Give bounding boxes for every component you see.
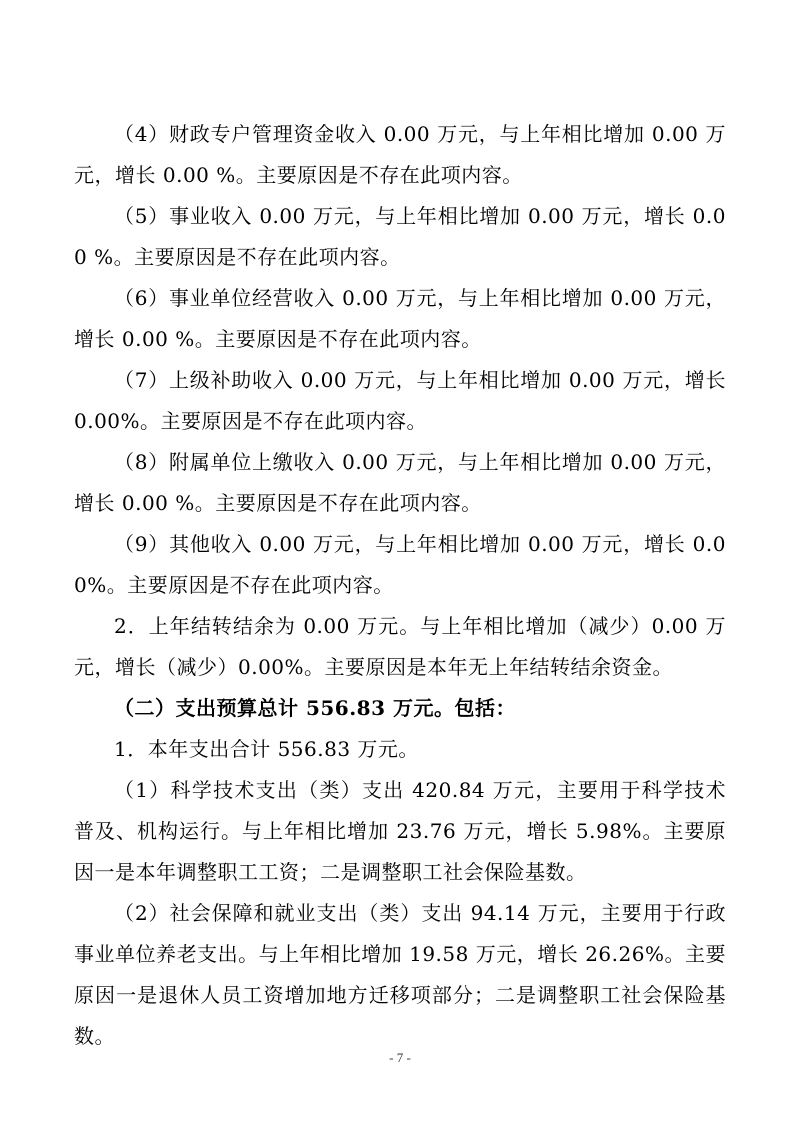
- paragraph-expenditure-total: 1．本年支出合计 556.83 万元。: [114, 737, 419, 761]
- paragraph-item-4: （4）财政专户管理资金收入 0.00 万元，与上年相比增加 0.00 万元，增长 0.00 %。主要原因是不存在此项内容。: [74, 122, 726, 187]
- page-number: - 7 -: [389, 1050, 411, 1065]
- paragraph-science-expenditure: （1）科学技术支出（类）支出 420.84 万元，主要用于科学技术普及、机构运行。与上年相比增加 23.76 万元，增长 5.98%。主要原因一是本年调整职工工资；二是调整职工社会保险基数。: [74, 778, 726, 884]
- body-text: [74, 114, 726, 1057]
- paragraph-social-security-expenditure: （2）社会保障和就业支出（类）支出 94.14 万元，主要用于行政事业单位养老支出。与上年相比增加 19.58 万元，增长 26.26%。主要原因一是退休人员工资增加地方迁移项部分；二是调整职工社会保险基数。: [74, 901, 726, 1048]
- paragraph-item-5: （5）事业收入 0.00 万元，与上年相比增加 0.00 万元，增长 0.00 %。主要原因是不存在此项内容。: [74, 204, 726, 269]
- paragraph-item-9: （9）其他收入 0.00 万元，与上年相比增加 0.00 万元，增长 0.00%。主要原因是不存在此项内容。: [74, 532, 726, 597]
- paragraph-item-6: （6）事业单位经营收入 0.00 万元，与上年相比增加 0.00 万元，增长 0.00 %。主要原因是不存在此项内容。: [74, 286, 726, 351]
- paragraph-item-8: （8）附属单位上缴收入 0.00 万元，与上年相比增加 0.00 万元，增长 0.00 %。主要原因是不存在此项内容。: [74, 450, 726, 515]
- paragraph-carryover: 2．上年结转结余为 0.00 万元。与上年相比增加（减少）0.00 万元，增长（减少）0.00%。主要原因是本年无上年结转结余资金。: [74, 614, 726, 679]
- paragraph-item-7: （7）上级补助收入 0.00 万元，与上年相比增加 0.00 万元，增长 0.00%。主要原因是不存在此项内容。: [74, 368, 726, 433]
- section-heading-expenditure: （二）支出预算总计 556.83 万元。包括：: [114, 696, 516, 720]
